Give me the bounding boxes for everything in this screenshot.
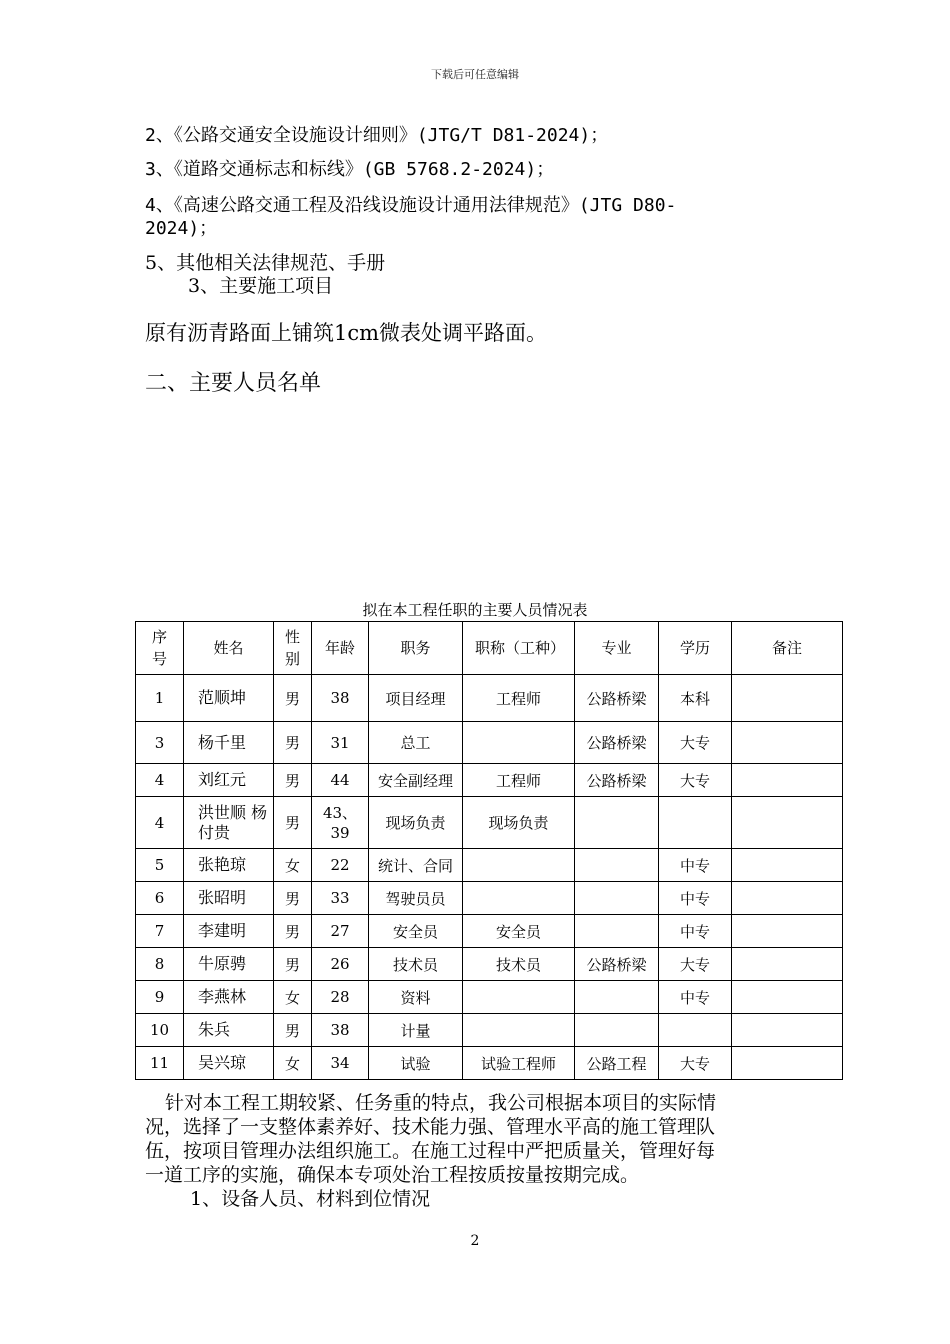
table-cell: 男 bbox=[274, 915, 312, 948]
table-row bbox=[136, 948, 843, 981]
table-cell: 统计、合同 bbox=[369, 849, 463, 882]
table-cell: 现场负责 bbox=[463, 797, 575, 849]
table-cell: 22 bbox=[312, 849, 369, 882]
table-cell: 安全员 bbox=[463, 915, 575, 948]
reference-item-2: 2、《公路交通安全设施设计细则》(JTG/T D81-2024)； bbox=[145, 125, 609, 146]
table-cell: 34 bbox=[312, 1047, 369, 1080]
table-cell: 张艳琼 bbox=[184, 849, 274, 882]
table-cell bbox=[732, 849, 843, 882]
table-cell: 范顺坤 bbox=[184, 675, 274, 722]
table-cell: 男 bbox=[274, 882, 312, 915]
table-cell bbox=[732, 1047, 843, 1080]
table-cell: 中专 bbox=[659, 882, 732, 915]
table-cell: 男 bbox=[274, 1014, 312, 1047]
table-cell: 本科 bbox=[659, 675, 732, 722]
table-cell bbox=[575, 797, 659, 849]
table-cell bbox=[732, 915, 843, 948]
table-cell: 43、39 bbox=[312, 797, 369, 849]
table-row bbox=[136, 882, 843, 915]
table-cell: 女 bbox=[274, 849, 312, 882]
table-cell bbox=[659, 1014, 732, 1047]
table-cell: 李燕林 bbox=[184, 981, 274, 1014]
table-header-row bbox=[136, 622, 843, 675]
table-cell: 6 bbox=[136, 882, 184, 915]
table-cell bbox=[575, 981, 659, 1014]
table-cell: 9 bbox=[136, 981, 184, 1014]
header-cell: 职务 bbox=[369, 622, 463, 675]
table-cell: 中专 bbox=[659, 981, 732, 1014]
table-cell: 试验 bbox=[369, 1047, 463, 1080]
table-cell bbox=[732, 882, 843, 915]
table-cell: 项目经理 bbox=[369, 675, 463, 722]
paragraph-line: 况，选择了一支整体素养好、技术能力强、管理水平高的施工管理队 bbox=[145, 1116, 716, 1138]
table-cell: 资料 bbox=[369, 981, 463, 1014]
table-cell: 驾驶员员 bbox=[369, 882, 463, 915]
table-cell: 27 bbox=[312, 915, 369, 948]
table-row bbox=[136, 1014, 843, 1047]
header-cell: 姓名 bbox=[184, 622, 274, 675]
table-caption: 拟在本工程任职的主要人员情况表 bbox=[362, 601, 588, 619]
table-cell: 8 bbox=[136, 948, 184, 981]
header-cell: 专业 bbox=[575, 622, 659, 675]
table-cell: 试验工程师 bbox=[463, 1047, 575, 1080]
paragraph-line: 一道工序的实施，确保本专项处治工程按质按量按期完成。 bbox=[145, 1164, 640, 1186]
table-cell: 安全员 bbox=[369, 915, 463, 948]
table-cell: 5 bbox=[136, 849, 184, 882]
table-cell: 10 bbox=[136, 1014, 184, 1047]
table-cell: 1 bbox=[136, 675, 184, 722]
table-cell: 31 bbox=[312, 722, 369, 764]
table-cell: 工程师 bbox=[463, 764, 575, 797]
table-cell: 公路桥梁 bbox=[575, 948, 659, 981]
table-row bbox=[136, 764, 843, 797]
table-row bbox=[136, 849, 843, 882]
table-cell: 总工 bbox=[369, 722, 463, 764]
header-cell: 学历 bbox=[659, 622, 732, 675]
paragraph-line: 针对本工程工期较紧、任务重的特点，我公司根据本项目的实际情 bbox=[165, 1092, 717, 1114]
header-cell: 性别 bbox=[274, 622, 312, 675]
header-cell: 备注 bbox=[732, 622, 843, 675]
table-cell: 中专 bbox=[659, 915, 732, 948]
table-cell: 大专 bbox=[659, 1047, 732, 1080]
table-cell: 洪世顺 杨付贵 bbox=[184, 797, 274, 849]
table-cell: 大专 bbox=[659, 948, 732, 981]
table-cell bbox=[732, 675, 843, 722]
table-cell bbox=[732, 722, 843, 764]
table-cell: 男 bbox=[274, 675, 312, 722]
table-cell bbox=[575, 849, 659, 882]
table-cell: 杨千里 bbox=[184, 722, 274, 764]
table-body bbox=[136, 675, 843, 1080]
table-cell: 44 bbox=[312, 764, 369, 797]
table-cell: 3 bbox=[136, 722, 184, 764]
table-cell: 男 bbox=[274, 722, 312, 764]
table-cell: 张昭明 bbox=[184, 882, 274, 915]
table-cell: 28 bbox=[312, 981, 369, 1014]
table-cell: 朱兵 bbox=[184, 1014, 274, 1047]
paragraph-line: 伍，按项目管理办法组织施工。在施工过程中严把质量关，管理好每 bbox=[145, 1140, 716, 1162]
table-row bbox=[136, 722, 843, 764]
section-heading-personnel: 二、主要人员名单 bbox=[145, 371, 322, 396]
table-cell bbox=[732, 764, 843, 797]
table-cell bbox=[463, 722, 575, 764]
table-cell: 技术员 bbox=[463, 948, 575, 981]
reference-item-3: 3、《道路交通标志和标线》(GB 5768.2-2024)； bbox=[145, 159, 555, 180]
table-cell: 男 bbox=[274, 797, 312, 849]
personnel-table bbox=[135, 621, 843, 1080]
table-cell: 公路桥梁 bbox=[575, 764, 659, 797]
table-cell: 男 bbox=[274, 764, 312, 797]
table-cell bbox=[732, 797, 843, 849]
table-cell: 牛原骋 bbox=[184, 948, 274, 981]
table-cell: 中专 bbox=[659, 849, 732, 882]
reference-item-4-line1: 4、《高速公路交通工程及沿线设施设计通用法律规范》(JTG D80- bbox=[145, 195, 677, 216]
subheading-main-items: 3、主要施工项目 bbox=[188, 275, 334, 297]
table-cell bbox=[732, 948, 843, 981]
table-cell bbox=[732, 1014, 843, 1047]
table-cell: 刘红元 bbox=[184, 764, 274, 797]
table-cell: 公路工程 bbox=[575, 1047, 659, 1080]
table-cell: 男 bbox=[274, 948, 312, 981]
table-cell: 26 bbox=[312, 948, 369, 981]
table-cell bbox=[732, 981, 843, 1014]
table-cell bbox=[575, 915, 659, 948]
header-cell: 职称（工种） bbox=[463, 622, 575, 675]
header-cell: 年龄 bbox=[312, 622, 369, 675]
table-cell: 吴兴琼 bbox=[184, 1047, 274, 1080]
project-description: 原有沥青路面上铺筑1cm微表处调平路面。 bbox=[145, 321, 548, 345]
table-cell bbox=[463, 882, 575, 915]
table-row bbox=[136, 797, 843, 849]
table-cell: 安全副经理 bbox=[369, 764, 463, 797]
table-cell: 女 bbox=[274, 1047, 312, 1080]
table-cell: 大专 bbox=[659, 722, 732, 764]
table-cell: 4 bbox=[136, 797, 184, 849]
table-cell: 4 bbox=[136, 764, 184, 797]
table-cell: 11 bbox=[136, 1047, 184, 1080]
table-cell: 计量 bbox=[369, 1014, 463, 1047]
table-cell bbox=[575, 882, 659, 915]
table-cell: 33 bbox=[312, 882, 369, 915]
page-number: 2 bbox=[470, 1233, 480, 1249]
table-cell bbox=[659, 797, 732, 849]
table-cell: 公路桥梁 bbox=[575, 722, 659, 764]
table-cell: 7 bbox=[136, 915, 184, 948]
table-cell: 女 bbox=[274, 981, 312, 1014]
table-cell bbox=[463, 1014, 575, 1047]
header-cell: 序号 bbox=[136, 622, 184, 675]
page-header: 下载后可任意编辑 bbox=[431, 68, 519, 81]
reference-item-5: 5、其他相关法律规范、手册 bbox=[145, 252, 386, 274]
table-cell: 大专 bbox=[659, 764, 732, 797]
table-cell: 公路桥梁 bbox=[575, 675, 659, 722]
table-row bbox=[136, 1047, 843, 1080]
table-row bbox=[136, 915, 843, 948]
table-row bbox=[136, 675, 843, 722]
table-cell: 工程师 bbox=[463, 675, 575, 722]
table-cell: 技术员 bbox=[369, 948, 463, 981]
table-cell: 现场负责 bbox=[369, 797, 463, 849]
table-cell: 38 bbox=[312, 675, 369, 722]
reference-item-4-line2: 2024)； bbox=[145, 218, 218, 239]
table-cell: 38 bbox=[312, 1014, 369, 1047]
table-cell bbox=[463, 981, 575, 1014]
table-cell: 李建明 bbox=[184, 915, 274, 948]
table-cell bbox=[575, 1014, 659, 1047]
table-row bbox=[136, 981, 843, 1014]
table-cell bbox=[463, 849, 575, 882]
subheading-equipment: 1、设备人员、材料到位情况 bbox=[190, 1188, 431, 1210]
